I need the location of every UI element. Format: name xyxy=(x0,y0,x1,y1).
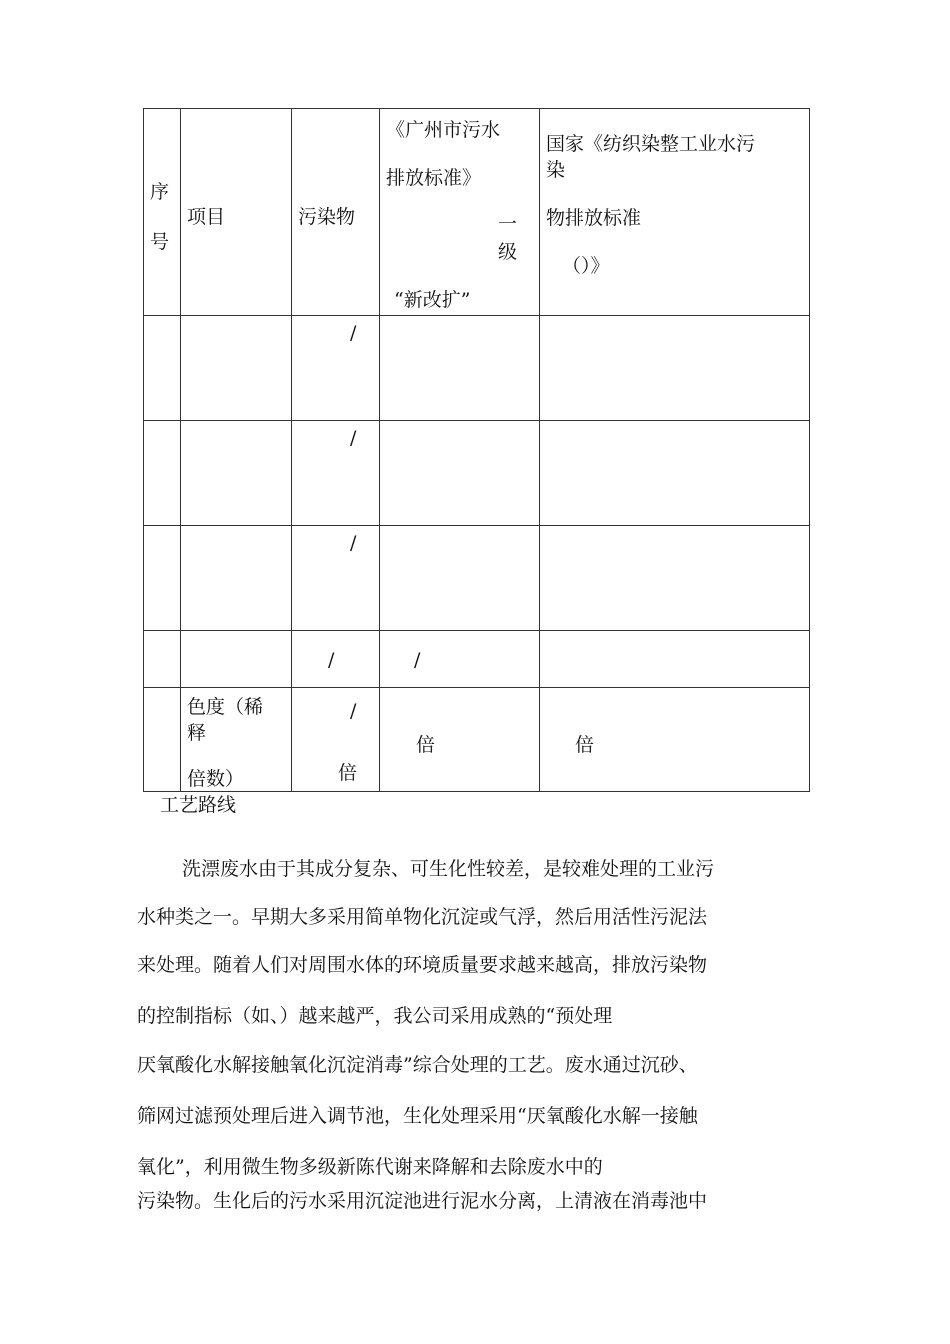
cell-seq xyxy=(144,421,181,526)
cell-national xyxy=(540,316,810,421)
header-guangzhou-line2: 排放标准》 xyxy=(386,167,482,189)
header-cell-item xyxy=(181,109,292,316)
pollutant-value: / xyxy=(350,532,357,554)
header-guangzhou-line5: “新改扩” xyxy=(394,289,471,311)
header-cell-guangzhou-standard xyxy=(380,109,540,316)
header-guangzhou-line3: 一 xyxy=(498,213,518,235)
table-header-row xyxy=(144,109,810,316)
pollutant-value: / xyxy=(350,427,357,449)
header-seq-line2: 号 xyxy=(150,231,170,253)
pollutant-unit: 倍 xyxy=(338,762,358,784)
cell-national xyxy=(540,421,810,526)
table-row xyxy=(144,316,810,421)
cell-pollutant xyxy=(292,688,380,792)
cell-national xyxy=(540,526,810,631)
header-national-line1: 国家《纺织染整工业水污 xyxy=(546,133,756,155)
header-national-line3: 物排放标准 xyxy=(546,207,642,229)
cell-seq xyxy=(144,688,181,792)
table-row xyxy=(144,631,810,688)
table-row xyxy=(144,526,810,631)
paragraph-line: 污染物。生化后的污水采用沉淀池进行泥水分离，上清液在消毒池中 xyxy=(137,1190,708,1212)
header-cell-national-standard xyxy=(540,109,810,316)
header-guangzhou-line4: 级 xyxy=(498,241,518,263)
cell-guangzhou xyxy=(380,316,540,421)
paragraph-line: 的控制指标（如、）越来越严，我公司采用成熟的“预处理 xyxy=(137,1005,613,1027)
table-row xyxy=(144,688,810,792)
paragraph-line: 水种类之一。早期大多采用简单物化沉淀或气浮，然后用活性污泥法 xyxy=(137,906,708,928)
pollutant-value: / xyxy=(328,649,335,671)
item-color-line3: 倍数） xyxy=(187,768,245,790)
cell-seq xyxy=(144,316,181,421)
cell-item xyxy=(181,631,292,688)
header-cell-pollutant xyxy=(292,109,380,316)
pollutant-value: / xyxy=(350,700,357,722)
item-color-line2: 释 xyxy=(187,722,207,744)
discharge-standard-table xyxy=(143,108,810,792)
header-guangzhou-line1: 《广州市污水 xyxy=(386,119,501,141)
header-cell-seq xyxy=(144,109,181,316)
national-value: 倍 xyxy=(575,734,595,756)
cell-guangzhou xyxy=(380,688,540,792)
header-seq-line1: 序 xyxy=(150,181,170,203)
cell-national xyxy=(540,631,810,688)
pollutant-value: / xyxy=(350,322,357,344)
cell-item xyxy=(181,526,292,631)
header-national-line2: 染 xyxy=(546,159,566,181)
cell-pollutant xyxy=(292,631,380,688)
paragraph-line: 氧化”，利用微生物多级新陈代谢来降解和去除废水中的 xyxy=(137,1156,603,1178)
cell-item xyxy=(181,688,292,792)
cell-pollutant xyxy=(292,316,380,421)
item-color-line1: 色度（稀 xyxy=(187,696,264,718)
cell-guangzhou xyxy=(380,526,540,631)
header-national-line4: （）》 xyxy=(562,255,610,277)
paragraph-line: 筛网过滤预处理后进入调节池，生化处理采用“厌氧酸化水解一接触 xyxy=(137,1105,698,1127)
paragraph-line: 厌氧酸化水解接触氧化沉淀消毒”综合处理的工艺。废水通过沉砂、 xyxy=(137,1054,698,1076)
cell-guangzhou xyxy=(380,631,540,688)
cell-item xyxy=(181,316,292,421)
section-title: 工艺路线 xyxy=(160,794,237,816)
cell-pollutant xyxy=(292,526,380,631)
paragraph-line: 洗漂废水由于其成分复杂、可生化性较差，是较难处理的工业污 xyxy=(182,858,715,880)
guangzhou-value: 倍 xyxy=(416,734,436,756)
cell-pollutant xyxy=(292,421,380,526)
header-item: 项目 xyxy=(187,206,226,228)
cell-national xyxy=(540,688,810,792)
header-pollutant: 污染物 xyxy=(298,206,356,228)
cell-item xyxy=(181,421,292,526)
cell-seq xyxy=(144,631,181,688)
cell-seq xyxy=(144,526,181,631)
table-row xyxy=(144,421,810,526)
cell-guangzhou xyxy=(380,421,540,526)
paragraph-line: 来处理。随着人们对周围水体的环境质量要求越来越高，排放污染物 xyxy=(137,954,708,976)
guangzhou-value: / xyxy=(414,649,421,671)
